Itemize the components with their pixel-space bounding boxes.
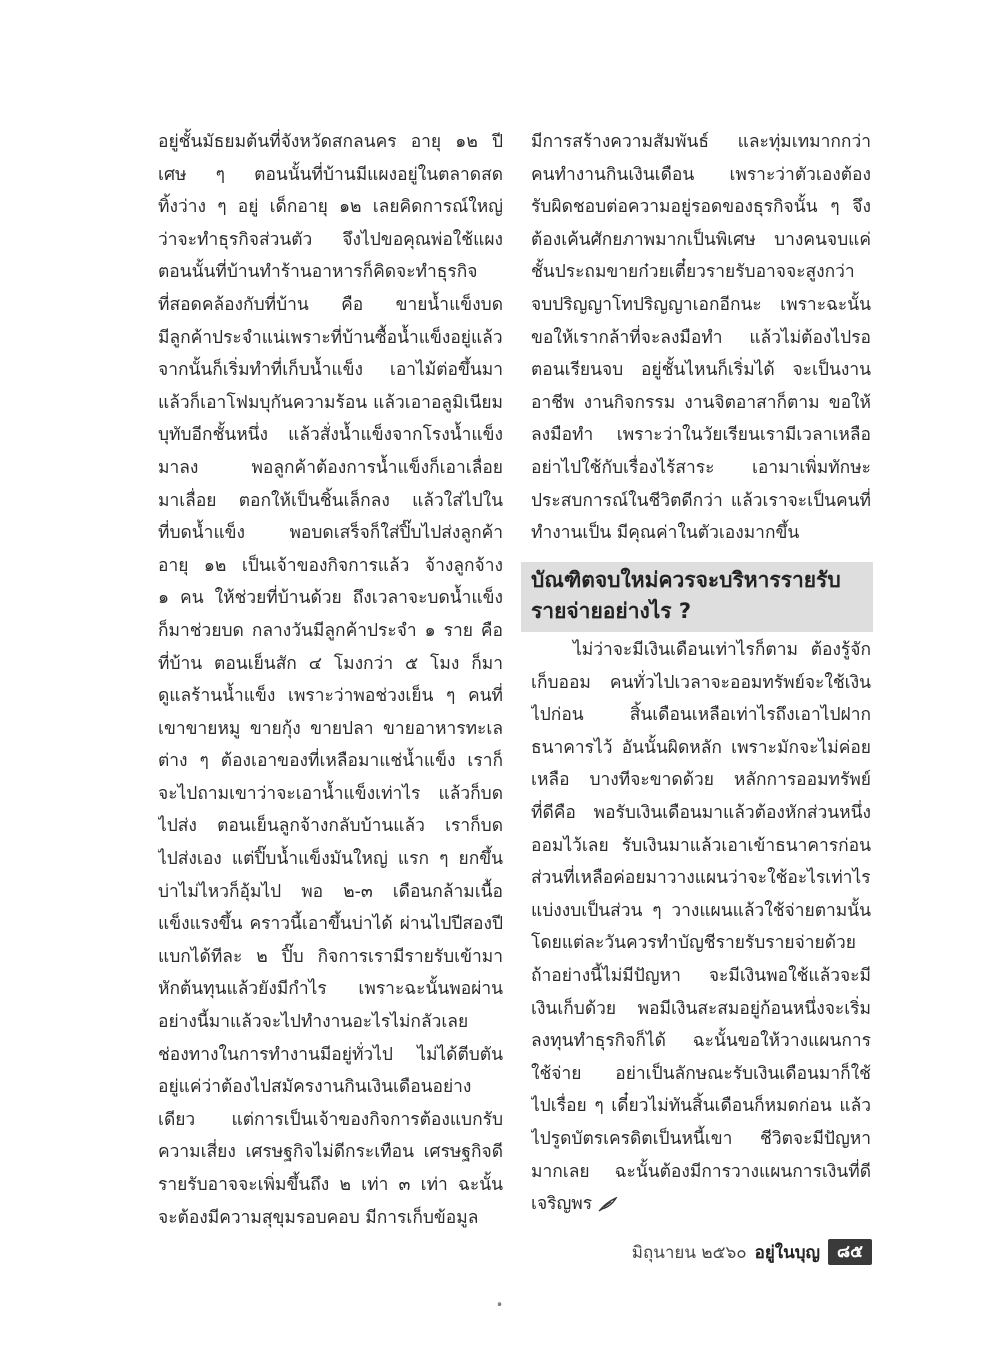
text-line: ประสบการณ์ในชีวิตดีกว่า แล้วเราจะเป็นคนที่ [531,490,871,511]
text-line: บ่าไม่ไหวก็อุ้มไป พอ ๒-๓ เดือนกล้ามเนื้อ [158,881,503,902]
text-line: อย่างนี้มาแล้วจะไปทำงานอะไรไม่กลัวเลย [158,1012,469,1033]
center-mark: ๑ [497,1299,503,1308]
text-line: ว่าจะทำธุรกิจส่วนตัว จึงไปขอคุณพ่อใช้แผง [158,229,503,250]
text-line: ลงทุนทำธุรกิจก็ได้ ฉะนั้นขอให้วางแผนการ [531,1031,871,1052]
text-line: จากนั้นก็เริ่มทำที่เก็บน้ำแข็ง เอาไม้ต่อขึ้นมา [158,360,503,381]
heading-line-1: บัณฑิตจบใหม่ควรจะบริหารรายรับ [531,568,841,592]
text-line: บุทับอีกชั้นหนึ่ง แล้วสั่งน้ำแข็งจากโรงน้ำแข็ง [158,425,503,446]
text-line: เจริญพร [531,1188,871,1224]
text-line: ไม่ว่าจะมีเงินเดือนเท่าไรก็ตาม ต้องรู้จัก [573,640,871,660]
text-line: มีการสร้างความสัมพันธ์ และทุ่มเทมากกว่า [531,132,871,152]
text-line: อย่าไปใช้กับเรื่องไร้สาระ เอามาเพิ่มทักษะ [531,457,871,478]
text-line: ก็มาช่วยบด กลางวันมีลูกค้าประจำ ๑ ราย คือ [158,620,503,641]
text-line: ความเสี่ยง เศรษฐกิจไม่ดีกระเทือน เศรษฐกิจดี [158,1142,503,1163]
text-line: เหลือ บางทีจะขาดด้วย หลักการออมทรัพย์ [531,770,871,791]
text-line: เดียว แต่การเป็นเจ้าของกิจการต้องแบกรับ [158,1109,503,1130]
text-line: ไปรูดบัตรเครดิตเป็นหนี้เขา ชีวิตจะมีปัญหา [531,1128,871,1149]
text-line: เงินเก็บด้วย พอมีเงินสะสมอยู่ก้อนหนึ่งจะเริ่ม [531,998,871,1019]
text-line: เขาขายหมู ขายกุ้ง ขายปลา ขายอาหารทะเล [158,718,503,739]
issue-date: มิถุนายน ๒๕๖๐ [631,1242,747,1263]
text-line: ถ้าอย่างนี้ไม่มีปัญหา จะมีเงินพอใช้แล้วจะมี [531,965,871,986]
text-line: ต่าง ๆ ต้องเอาของที่เหลือมาแช่น้ำแข็ง เราก็ [158,751,503,772]
page-number: ๘๕ [828,1239,872,1265]
text-line: เศษ ๆ ตอนนั้นที่บ้านมีแผงอยู่ในตลาดสด [158,164,503,185]
right-column-bottom [531,634,871,1224]
text-line: เก็บออม คนทั่วไปเวลาจะออมทรัพย์จะใช้เงิน [531,672,871,693]
text-line: ที่สอดคล้องกับที่บ้าน คือ ขายน้ำแข็งบด [158,294,503,315]
text-line: ที่บดน้ำแข็ง พอบดเสร็จก็ใส่ปิ๊บไปส่งลูกค้า [158,523,503,544]
text-line: มากเลย ฉะนั้นต้องมีการวางแผนการเงินที่ดี [531,1161,871,1182]
text-line: ลงมือทำ เพราะว่าในวัยเรียนเรามีเวลาเหลือ [531,425,871,446]
text-line: ไปส่ง ตอนเย็นลูกจ้างกลับบ้านแล้ว เราก็บด [158,816,503,837]
text-line: ขอให้เรากล้าที่จะลงมือทำ แล้วไม่ต้องไปรอ [531,327,871,348]
text-line: อายุ ๑๒ เป็นเจ้าของกิจการแล้ว จ้างลูกจ้าง [158,555,503,576]
section-heading [521,562,873,632]
text-line: ตอนนั้นที่บ้านทำร้านอาหารก็คิดจะทำธุรกิจ [158,262,478,283]
text-line: โดยแต่ละวันควรทำบัญชีรายรับรายจ่ายด้วย [531,933,856,954]
text-line: ทำงานเป็น มีคุณค่าในตัวเองมากขึ้น [531,523,800,544]
left-column [158,126,503,1234]
text-line: มาลง พอลูกค้าต้องการน้ำแข็งก็เอาเลื่อย [158,457,503,478]
text-line: ส่วนที่เหลือค่อยมาวางแผนว่าจะใช้อะไรเท่าไร [531,868,871,889]
text-line: ทิ้งว่าง ๆ อยู่ เด็กอายุ ๑๒ เลยคิดการณ์ใหญ่ [158,197,503,218]
text-line: ๑ คน ให้ช่วยที่บ้านด้วย ถึงเวลาจะบดน้ำแข็ง [158,588,503,609]
heading-line-2: รายจ่ายอย่างไร ? [531,599,692,623]
text-line: หักต้นทุนแล้วยังมีกำไร เพราะฉะนั้นพอผ่าน [158,979,503,1000]
text-line: แล้วก็เอาโฟมบุกันความร้อน แล้วเอาอลูมิเนียม [158,392,503,413]
text-line: ดูแลร้านน้ำแข็ง เพราะว่าพอช่วงเย็น ๆ คนที่ [158,686,503,707]
text-line: ต้องเค้นศักยภาพมากเป็นพิเศษ บางคนจบแค่ [531,229,871,250]
text-line: จะต้องมีความสุขุมรอบคอบ มีการเก็บข้อมูล [158,1207,479,1228]
text-line: จะไปถามเขาว่าจะเอาน้ำแข็งเท่าไร แล้วก็บด [158,783,503,804]
text-line: ที่ดีคือ พอรับเงินเดือนมาแล้วต้องหักส่วนหนึ่ง [531,802,871,823]
text-line: ชั้นประถมขายก๋วยเตี๋ยวรายรับอาจจะสูงกว่า [531,262,855,283]
text-line: ไปเรื่อย ๆ เดี๋ยวไม่ทันสิ้นเดือนก็หมดก่อน แล้ว [531,1096,871,1117]
text-line: ธนาคารไว้ อันนั้นผิดหลัก เพราะมักจะไม่ค่อย [531,737,871,758]
text-line: ใช้จ่าย อย่าเป็นลักษณะรับเงินเดือนมาก็ใช้ [531,1063,871,1084]
text-line: ตอนเรียนจบ อยู่ชั้นไหนก็เริ่มได้ จะเป็นงาน [531,360,871,381]
text-line: คนทำงานกินเงินเดือน เพราะว่าตัวเองต้อง [531,164,871,185]
feather-pen-icon [598,1191,618,1224]
text-line: ช่องทางในการทำงานมีอยู่ทั่วไป ไม่ได้ตีบตัน [158,1044,503,1065]
text-line: ออมไว้เลย รับเงินมาแล้วเอาเข้าธนาคารก่อน [531,835,871,856]
text-line: อยู่แค่ว่าต้องไปสมัครงานกินเงินเดือนอย่าง [158,1077,472,1098]
page-footer [630,1237,872,1267]
text-line: ที่บ้าน ตอนเย็นสัก ๔ โมงกว่า ๕ โมง ก็มา [158,653,503,674]
magazine-name: อยู่ในบุญ [754,1242,821,1263]
text-line: มาเลื่อย ตอกให้เป็นชิ้นเล็กลง แล้วใส่ไปใน [158,490,503,511]
text-line: รับผิดชอบต่อความอยู่รอดของธุรกิจนั้น ๆ จึง [531,197,871,218]
right-column-top [531,126,871,550]
text-line: อาชีพ งานกิจกรรม งานจิตอาสาก็ตาม ขอให้ [531,392,871,413]
text-line: แบ่งงบเป็นส่วน ๆ วางแผนแล้วใช้จ่ายตามนั้น [531,900,871,921]
text-line: รายรับอาจจะเพิ่มขึ้นถึง ๒ เท่า ๓ เท่า ฉะนั้น [158,1175,503,1195]
text-line: ไปก่อน สิ้นเดือนเหลือเท่าไรถึงเอาไปฝาก [531,705,871,726]
text-line: อยู่ชั้นมัธยมต้นที่จังหวัดสกลนคร อายุ ๑๒ ปี [158,132,503,152]
text-line: จบปริญญาโทปริญญาเอกอีกนะ เพราะฉะนั้น [531,294,871,315]
text-line: ไปส่งเอง แต่ปิ๊บน้ำแข็งมันใหญ่ แรก ๆ ยกขึ้น [158,849,503,870]
text-line: แบกได้ทีละ ๒ ปิ๊บ กิจการเรามีรายรับเข้ามา [158,946,503,967]
text-line: แข็งแรงขึ้น คราวนี้เอาขึ้นบ่าได้ ผ่านไปปีสองปี [158,914,503,935]
text-line: มีลูกค้าประจำแน่เพราะที่บ้านซื้อน้ำแข็งอยู่แล้ว [158,327,503,348]
